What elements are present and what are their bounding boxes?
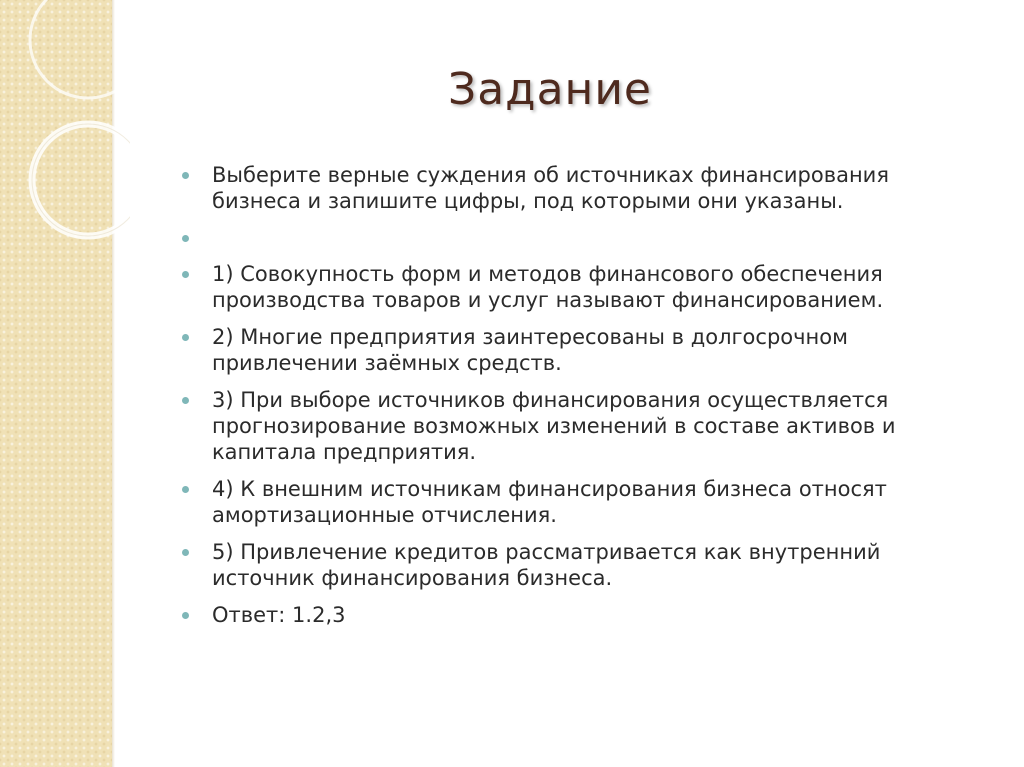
bullet-dot-icon	[182, 235, 189, 242]
answer-text: Ответ: 1.2,3	[212, 603, 346, 627]
list-item	[178, 324, 978, 376]
bullet-dot-icon	[182, 549, 189, 556]
bullet-dot-icon	[182, 334, 189, 341]
bullet-dot-icon	[182, 172, 189, 179]
list-item-text: Выберите верные суждения об источниках финансирования бизнеса и запишите цифры, под которыми они указаны.	[212, 163, 889, 213]
list-item	[178, 387, 978, 465]
answer-item	[178, 602, 978, 628]
list-item-text: 2) Многие предприятия заинтересованы в долгосрочном привлечении заёмных средств.	[212, 325, 848, 375]
list-item-text: 4) К внешним источникам финансирования бизнеса относят амортизационные отчисления.	[212, 477, 887, 527]
list-item	[178, 261, 978, 313]
list-item-empty	[178, 225, 978, 251]
list-item	[178, 162, 978, 214]
bullet-dot-icon	[182, 397, 189, 404]
list-item	[178, 476, 978, 528]
list-item-text: 1) Совокупность форм и методов финансового обеспечения производства товаров и услуг называют финансированием.	[212, 262, 884, 312]
slide-title: Задание	[448, 64, 652, 115]
list-item-text: 3) При выборе источников финансирования осуществляется прогнозирование возможных изменений в составе активов и капитала предприятия.	[212, 388, 896, 464]
bullet-dot-icon	[182, 612, 189, 619]
list-item	[178, 539, 978, 591]
decorative-rings-icon	[0, 0, 130, 260]
list-item-text: 5) Привлечение кредитов рассматривается как внутренний источник финансирования бизнеса.	[212, 540, 881, 590]
bullet-list	[178, 162, 978, 639]
bullet-dot-icon	[182, 486, 189, 493]
bullet-dot-icon	[182, 271, 189, 278]
